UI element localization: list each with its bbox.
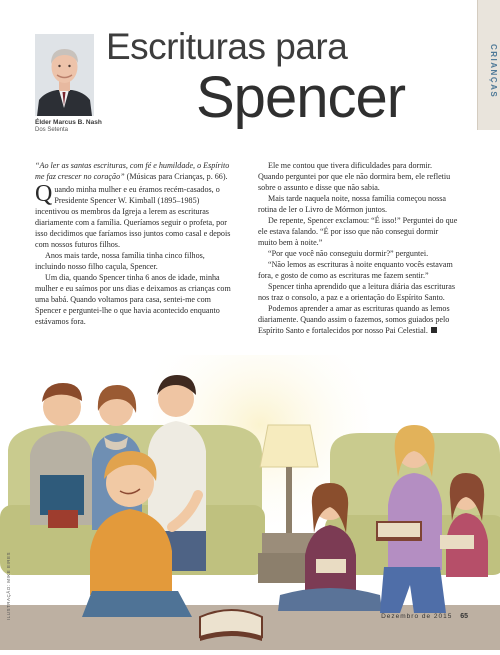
end-of-article-mark	[431, 327, 437, 333]
page-number: 65	[460, 613, 468, 620]
illustration-credit: ILUSTRAÇÃO: MIKE EIRES	[6, 552, 11, 621]
epigraph-quote: “Ao ler as santas escrituras, com fé e humildade, o Espírito me faz crescer no coração”	[35, 161, 230, 181]
paragraph	[35, 181, 235, 250]
issue-date: Dezembro de 2015	[381, 613, 453, 620]
family-scripture-illustration	[0, 355, 500, 650]
paragraph	[258, 303, 458, 336]
author-role: Dos Setenta	[35, 127, 69, 133]
epigraph	[35, 160, 235, 182]
author-portrait	[35, 34, 94, 116]
epigraph-source: (Músicas para Crianças, p. 66).	[124, 172, 228, 181]
paragraph: De repente, Spencer exclamou: “É isso!” Perguntei do que ele estava falando. “É por isso que não consegui dormir muito bem à noite.”	[258, 216, 458, 247]
right-text-column	[258, 160, 458, 336]
author-name: Élder Marcus B. Nash	[35, 119, 102, 126]
section-tab	[477, 0, 500, 130]
paragraph: Um dia, quando Spencer tinha 6 anos de idade, minha mulher e eu saímos por uns dias e deixamos as crianças com uma babá. Quando voltamos para casa, sentei-me com Spencer e perguntei-lhe o que havia acontecido enquanto estávamos fora.	[35, 273, 231, 326]
article-title-line2: Spencer	[196, 65, 406, 130]
article-title-line1: Escrituras para	[106, 26, 348, 67]
paragraph-text: Podemos aprender a amar as escrituras quando as lemos diariamente. Quando assim o fazemos, somos guiados pelo Espírito Santo e fortalecidos por nosso Pai Celestial.	[258, 304, 450, 335]
paragraph: Spencer tinha aprendido que a leitura diária das escrituras nos traz o consolo, a paz e a orientação do Espírito Santo.	[258, 282, 455, 302]
section-tab-label: CRIANÇAS	[489, 44, 498, 99]
paragraph: Anos mais tarde, nossa família tinha cinco filhos, incluindo nosso filho caçula, Spencer.	[35, 251, 205, 271]
paragraph: “Não lemos as escrituras à noite enquanto vocês estavam fora, e gosto de como as escrituras me fazem sentir.”	[258, 260, 453, 280]
left-text-column	[35, 160, 235, 327]
paragraph: “Por que você não conseguiu dormir?” perguntei.	[268, 249, 429, 258]
paragraph: Mais tarde naquela noite, nossa família começou nossa rotina de ler o Livro de Mórmon juntos.	[258, 194, 447, 214]
paragraph-text: uando minha mulher e eu éramos recém-casados, o Presidente Spencer W. Kimball (1895–1985) incentivou os membros da Igreja a lerem as escrituras diariamente com a família. Queríamos seguir o profeta, por isso decidimos que faríamos isso juntos como casal e depois com nossos futuros filhos.	[35, 185, 231, 249]
page-footer	[381, 613, 468, 620]
drop-cap: Q	[35, 181, 53, 207]
author-byline	[35, 119, 145, 133]
paragraph: Ele me contou que tivera dificuldades para dormir. Quando perguntei por que ele não dormira bem, ele refletiu sobre o assunto e disse que não sabia.	[258, 161, 451, 192]
